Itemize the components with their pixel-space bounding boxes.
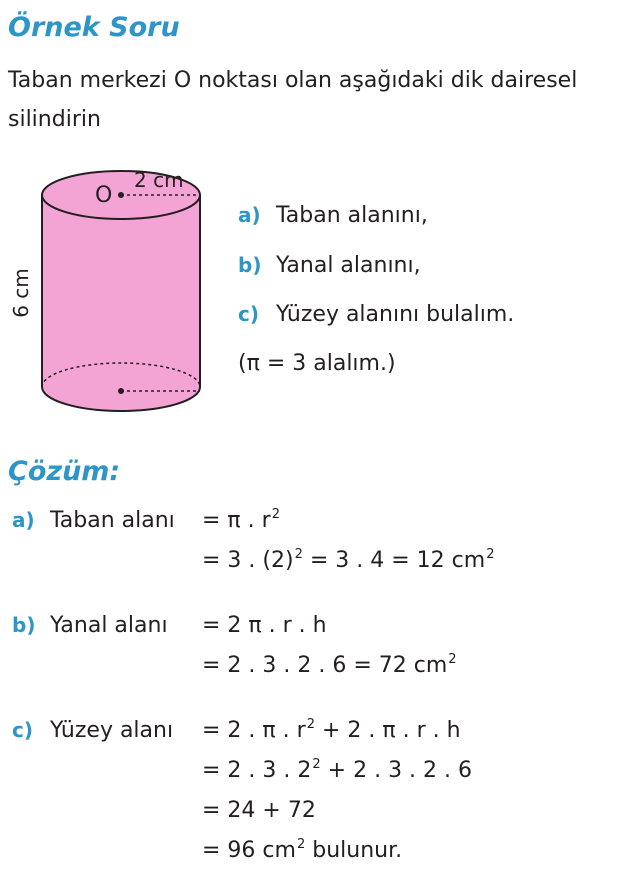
solution-term: Yüzey alanı: [50, 718, 174, 743]
item-text: Yanal alanını,: [276, 253, 421, 278]
question-item-c: [238, 302, 514, 327]
item-text: Yüzey alanını bulalım.: [276, 302, 515, 327]
solution-c-line-1: = 2 . π . $r^2 + 2$ . π . r . h: [202, 717, 461, 743]
pi-note: (π = 3 alalım.): [238, 351, 396, 376]
solution-letter: c): [12, 718, 33, 742]
solution-term: Yanal alanı: [50, 613, 168, 638]
solution-b-label: [12, 613, 168, 638]
solution-c-line-3: = 24 + 72: [202, 798, 316, 823]
solution-a-label: [12, 508, 175, 533]
cylinder-figure: [0, 165, 215, 415]
question-item-b: [238, 253, 421, 278]
solution-a-line-1: = π . $r^2$: [202, 507, 280, 533]
center-label: O: [95, 183, 113, 208]
solution-c-line-4: = 96 $cm^2$ bulunur.: [202, 837, 403, 863]
solution-term: Taban alanı: [50, 508, 175, 533]
item-letter: a): [238, 203, 261, 227]
item-letter: c): [238, 302, 259, 326]
solution-c-label: [12, 718, 173, 743]
item-letter: b): [238, 253, 262, 277]
solution-b-line-2: = 2 . 3 . 2 . 6 = 72 $cm^2$: [202, 652, 457, 678]
top-center-point: [118, 192, 124, 198]
solution-b-line-1: = 2 π . r . h: [202, 613, 327, 638]
solution-c-line-2: = 2 . 3 . $2^2 + 2$ . 3 . 2 . 6: [202, 757, 473, 783]
solution-title: Çözüm:: [8, 456, 121, 487]
question-line-1: Taban merkezi O noktası olan aşağıdaki dik dairesel: [8, 68, 578, 93]
question-line-2: silindirin: [8, 107, 101, 132]
radius-label: 2 cm: [134, 168, 184, 192]
cylinder-body: [42, 195, 200, 411]
question-item-a: [238, 203, 428, 228]
example-title: Örnek Soru: [8, 12, 180, 43]
height-label: 6 cm: [9, 268, 33, 318]
bottom-center-point: [118, 388, 124, 394]
solution-a-line-2: = 3 . $(2)^2 = 3$ . 4 = 12 $cm^2$: [202, 547, 495, 573]
solution-letter: a): [12, 508, 35, 532]
solution-letter: b): [12, 613, 36, 637]
item-text: Taban alanını,: [276, 203, 428, 228]
